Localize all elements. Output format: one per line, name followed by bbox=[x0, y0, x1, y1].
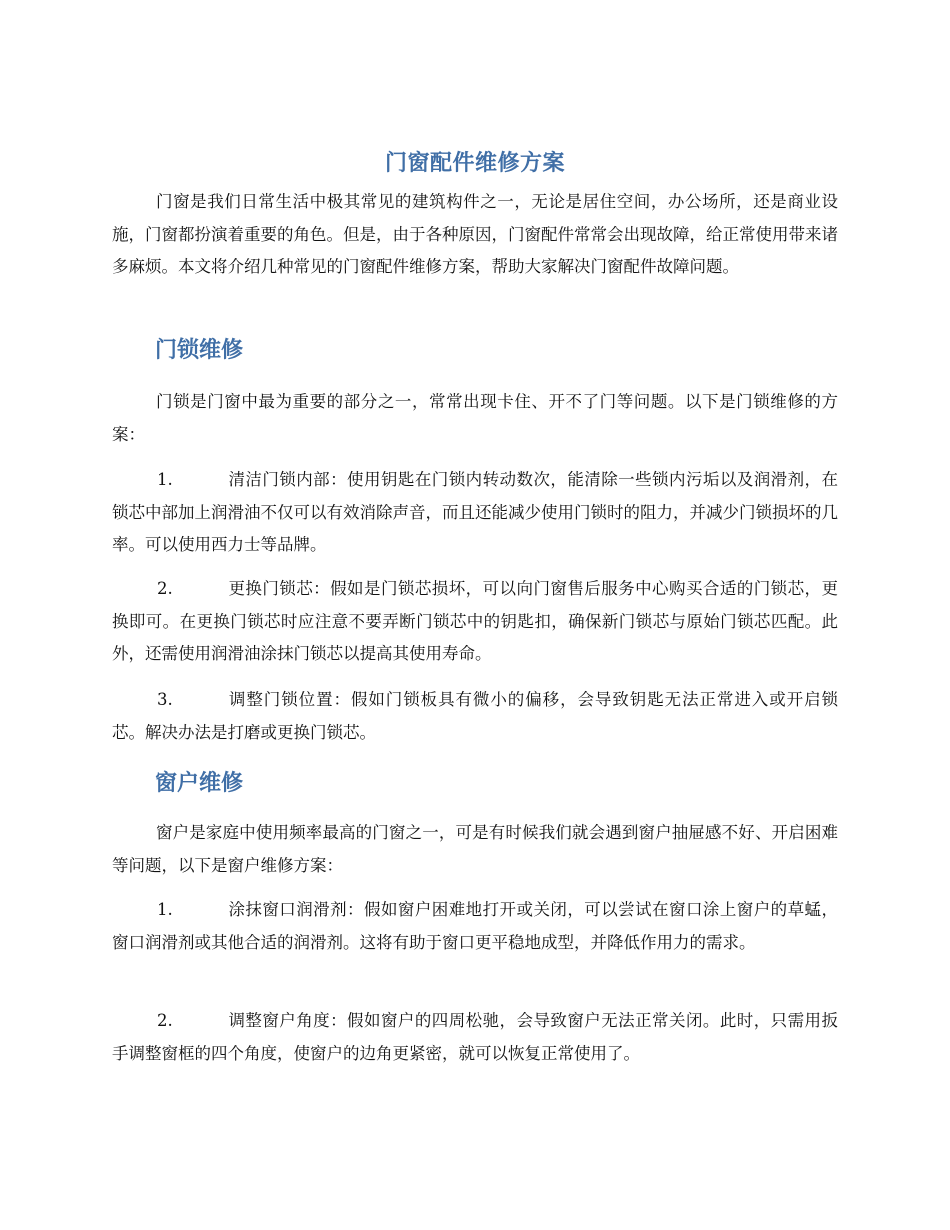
list-item-text: 清洁门锁内部：使用钥匙在门锁内转动数次，能清除一些锁内污垢以及润滑剂，在锁芯中部加上润滑油不仅可以有效消除声音，而且还能减少使用门锁时的阻力，并减少门锁损坏的几率。可以使用西力士等品牌。 bbox=[112, 470, 838, 554]
section-heading-window-repair: 窗户维修 bbox=[155, 771, 244, 796]
list-item bbox=[112, 573, 838, 671]
list-item-number: 1. bbox=[157, 470, 173, 489]
section-lead-window-repair: 窗户是家庭中使用频率最高的门窗之一，可是有时候我们就会遇到窗户抽屉感不好、开启困难等问题，以下是窗户维修方案： bbox=[112, 823, 838, 875]
list-item bbox=[112, 464, 838, 562]
list-item-text: 更换门锁芯：假如是门锁芯损坏，可以向门窗售后服务中心购买合适的门锁芯，更换即可。在更换门锁芯时应注意不要弄断门锁芯中的钥匙扣，确保新门锁芯与原始门锁芯匹配。此外，还需使用润滑油涂抹门锁芯以提高其使用寿命。 bbox=[112, 579, 838, 663]
list-item bbox=[112, 684, 838, 749]
section-lead-lock-repair: 门锁是门窗中最为重要的部分之一，常常出现卡住、开不了门等问题。以下是门锁维修的方案： bbox=[112, 392, 838, 444]
intro-paragraph: 门窗是我们日常生活中极其常见的建筑构件之一，无论是居住空间，办公场所，还是商业设施，门窗都扮演着重要的角色。但是，由于各种原因，门窗配件常常会出现故障，给正常使用带来诸多麻烦。本文将介绍几种常见的门窗配件维修方案，帮助大家解决门窗配件故障问题。 bbox=[112, 192, 838, 276]
list-item-text: 调整门锁位置：假如门锁板具有微小的偏移，会导致钥匙无法正常进入或开启锁芯。解决办法是打磨或更换门锁芯。 bbox=[112, 690, 838, 742]
list-item-number: 1. bbox=[157, 900, 173, 919]
list-item bbox=[112, 1005, 838, 1070]
list-item-text: 调整窗户角度：假如窗户的四周松驰，会导致窗户无法正常关闭。此时，只需用扳手调整窗框的四个角度，使窗户的边角更紧密，就可以恢复正常使用了。 bbox=[112, 1011, 838, 1063]
section-heading-lock-repair: 门锁维修 bbox=[155, 338, 244, 363]
list-item-number: 2. bbox=[157, 579, 173, 598]
list-item-number: 3. bbox=[157, 690, 173, 709]
list-item bbox=[112, 894, 838, 959]
list-item-number: 2. bbox=[157, 1011, 173, 1030]
document-title: 门窗配件维修方案 bbox=[384, 151, 565, 176]
list-item-text: 涂抹窗口润滑剂：假如窗户困难地打开或关闭，可以尝试在窗口涂上窗户的草蜢，窗口润滑剂或其他合适的润滑剂。这将有助于窗口更平稳地成型，并降低作用力的需求。 bbox=[112, 900, 838, 952]
